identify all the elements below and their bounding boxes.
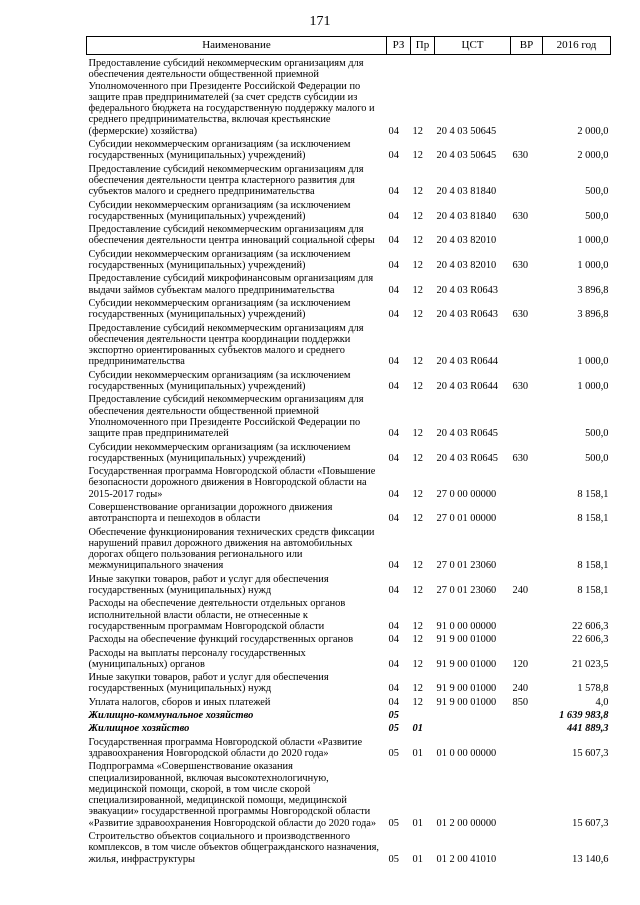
row-vr — [511, 723, 543, 736]
row-amount: 8 158,1 — [577, 560, 609, 572]
header-rz: РЗ — [387, 37, 411, 55]
row-amount: 21 023,5 — [572, 658, 609, 670]
table-row — [87, 442, 611, 467]
table-row — [87, 737, 611, 762]
row-cst: 20 4 03 81840 — [436, 210, 497, 222]
row-pr: 12 — [412, 309, 423, 321]
row-name: Субсидии некоммерческим организациям (за исключением государственных (муниципальных) учреждений) — [88, 369, 351, 393]
row-name: Жилищное хозяйство — [88, 723, 190, 735]
row-pr: 01 — [412, 723, 423, 735]
row-rz: 04 — [388, 620, 399, 632]
row-cst: 01 0 00 00000 — [436, 747, 497, 759]
row-vr — [511, 394, 543, 441]
row-pr: 12 — [412, 634, 423, 646]
row-cst: 20 4 03 82010 — [436, 235, 497, 247]
row-vr — [511, 273, 543, 298]
row-pr: 12 — [412, 186, 423, 198]
row-amount: 15 607,3 — [572, 817, 609, 829]
row-pr: 12 — [412, 560, 423, 572]
row-vr — [511, 224, 543, 249]
table-row — [87, 224, 611, 249]
row-name: Предоставление субсидий некоммерческим организациям для обеспечения деятельности общественной приемной Уполномоченного при Президенте Российской Федерации по защите прав предпринимателей (за счет средств субсидии из федерального бюджета на государственную поддержку малого и среднего предпринимательства, включая крестьянские (фермерские) хозяйства) — [88, 58, 375, 137]
row-name: Уплата налогов, сборов и иных платежей — [88, 696, 271, 708]
table-row — [87, 697, 611, 710]
row-name: Предоставление субсидий некоммерческим организациям для обеспечения деятельности общественной приемной Уполномоченного при Президенте Российской Федерации по защите прав предпринимателей — [88, 394, 364, 440]
row-name: Совершенствование организации дорожного движения автотранспорта и пешеходов в области — [88, 501, 333, 525]
row-pr: 12 — [412, 585, 423, 597]
row-cst: 20 4 03 81840 — [436, 186, 497, 198]
row-amount: 1 639 983,8 — [559, 710, 609, 722]
row-pr: 12 — [412, 381, 423, 393]
table-row — [87, 574, 611, 599]
row-rz: 04 — [388, 150, 399, 162]
table-row — [87, 672, 611, 697]
row-vr — [511, 323, 543, 370]
row-name: Подпрограмма «Совершенствование оказания специализированной, включая высокотехнологичную, медицинской помощи, скорой, в том числе скорой специализированной, медицинской помощи, медицинской эвакуации» государственной программы Новгородской области «Развитие здравоохранения Новгородской области до 2020 года» — [88, 761, 377, 829]
row-cst: 01 2 00 41010 — [436, 853, 497, 865]
table-row — [87, 298, 611, 323]
table-row — [87, 249, 611, 274]
row-cst: 27 0 01 23060 — [436, 560, 497, 572]
row-amount: 1 000,0 — [577, 381, 609, 393]
row-rz: 04 — [388, 210, 399, 222]
row-rz: 04 — [388, 452, 399, 464]
table-row — [87, 761, 611, 831]
row-cst: 91 9 00 01000 — [436, 634, 497, 646]
row-amount: 500,0 — [585, 210, 609, 222]
page-number: 171 — [309, 14, 331, 29]
row-name: Иные закупки товаров, работ и услуг для обеспечения государственных (муниципальных) нужд — [88, 573, 329, 597]
table-row — [87, 394, 611, 441]
row-amount: 4,0 — [595, 696, 609, 708]
row-pr: 12 — [412, 356, 423, 368]
row-pr: 12 — [412, 658, 423, 670]
row-vr — [511, 761, 543, 831]
row-rz: 04 — [388, 488, 399, 500]
row-name: Субсидии некоммерческим организациям (за исключением государственных (муниципальных) учреждений) — [88, 139, 351, 162]
table-row — [87, 502, 611, 527]
row-amount: 1 000,0 — [577, 235, 609, 247]
row-cst: 20 4 03 82010 — [436, 260, 497, 272]
row-cst: 20 4 03 R0643 — [436, 284, 498, 296]
table-row — [87, 831, 611, 867]
row-rz: 04 — [388, 381, 399, 393]
row-rz: 04 — [388, 260, 399, 272]
row-cst: 91 9 00 01000 — [436, 696, 497, 708]
row-name: Субсидии некоммерческим организациям (за исключением государственных (муниципальных) учреждений) — [88, 199, 351, 222]
row-name: Государственная программа Новгородской области «Развитие здравоохранения Новгородской области до 2020 года» — [88, 736, 363, 759]
header-vr: ВР — [511, 37, 543, 55]
row-cst: 20 4 03 R0644 — [436, 381, 498, 393]
row-rz: 04 — [388, 513, 399, 525]
row-amount: 8 158,1 — [577, 585, 609, 597]
header-cst: ЦСТ — [435, 37, 511, 55]
table-body — [87, 55, 611, 867]
row-amount: 13 140,6 — [572, 853, 609, 865]
row-rz: 05 — [388, 747, 399, 759]
row-vr: 240 — [512, 585, 529, 597]
row-amount: 441 889,3 — [566, 723, 609, 735]
row-name: Расходы на обеспечение деятельности отдельных органов исполнительной власти области, не отнесенные к государственным программам Новгородской области — [88, 598, 346, 632]
table-row — [87, 164, 611, 200]
row-cst: 91 9 00 01000 — [436, 658, 497, 670]
row-vr — [511, 527, 543, 574]
row-amount: 2 000,0 — [577, 125, 609, 137]
row-rz: 04 — [388, 560, 399, 572]
row-name: Расходы на обеспечение функций государственных органов — [88, 634, 354, 646]
row-pr: 12 — [412, 260, 423, 272]
row-vr: 630 — [512, 150, 529, 162]
row-cst: 91 0 00 00000 — [436, 620, 497, 632]
row-vr — [511, 55, 543, 140]
row-rz: 04 — [388, 356, 399, 368]
row-vr — [511, 598, 543, 634]
table-row — [87, 323, 611, 370]
row-pr: 12 — [412, 696, 423, 708]
row-rz: 04 — [388, 428, 399, 440]
row-rz: 05 — [388, 723, 399, 735]
row-cst: 20 4 03 R0645 — [436, 452, 498, 464]
table-row — [87, 527, 611, 574]
table-row — [87, 710, 611, 723]
row-amount: 15 607,3 — [572, 747, 609, 759]
row-vr — [511, 634, 543, 647]
row-name: Государственная программа Новгородской области «Повышение безопасности дорожного движения в Новгородской области на 2015-2017 годы» — [88, 466, 376, 500]
row-amount: 500,0 — [585, 186, 609, 198]
row-name: Расходы на выплаты персоналу государственных (муниципальных) органов — [88, 647, 306, 670]
row-cst — [435, 710, 511, 723]
row-pr: 12 — [412, 210, 423, 222]
row-vr — [511, 466, 543, 502]
header-pr: Пр — [411, 37, 435, 55]
row-name: Жилищно-коммунальное хозяйство — [88, 710, 254, 722]
row-amount: 3 896,8 — [577, 284, 609, 296]
table-row — [87, 634, 611, 647]
table-row — [87, 55, 611, 140]
row-rz: 04 — [388, 309, 399, 321]
row-cst: 27 0 01 23060 — [436, 585, 497, 597]
row-vr — [511, 710, 543, 723]
row-amount: 8 158,1 — [577, 513, 609, 525]
row-vr: 630 — [512, 260, 529, 272]
row-name: Строительство объектов социального и производственного комплексов, в том числе объектов общегражданского назначения, жилья, инфраструктуры — [88, 831, 380, 865]
row-pr: 12 — [412, 284, 423, 296]
row-rz: 04 — [388, 658, 399, 670]
row-amount: 3 896,8 — [577, 309, 609, 321]
row-pr: 12 — [412, 235, 423, 247]
row-cst: 91 9 00 01000 — [436, 683, 497, 695]
row-pr — [411, 710, 435, 723]
row-pr: 12 — [412, 513, 423, 525]
row-name: Предоставление субсидий некоммерческим организациям для обеспечения деятельности центра инноваций социальной сферы — [88, 224, 375, 247]
table-row — [87, 139, 611, 164]
row-amount: 8 158,1 — [577, 488, 609, 500]
row-vr — [511, 164, 543, 200]
row-amount: 2 000,0 — [577, 150, 609, 162]
row-cst: 20 4 03 R0643 — [436, 309, 498, 321]
row-rz: 04 — [388, 235, 399, 247]
row-rz: 04 — [388, 683, 399, 695]
row-amount: 1 578,8 — [577, 683, 609, 695]
row-rz: 04 — [388, 125, 399, 137]
row-name: Субсидии некоммерческим организациям (за исключением государственных (муниципальных) учреждений) — [88, 441, 351, 464]
table-row — [87, 598, 611, 634]
row-cst: 20 4 03 R0645 — [436, 428, 498, 440]
row-pr: 01 — [412, 817, 423, 829]
row-pr: 12 — [412, 488, 423, 500]
table-row — [87, 273, 611, 298]
row-pr: 12 — [412, 683, 423, 695]
row-vr: 240 — [512, 683, 529, 695]
row-rz: 05 — [388, 710, 399, 722]
row-rz: 04 — [388, 186, 399, 198]
row-vr: 630 — [512, 452, 529, 464]
row-rz: 04 — [388, 634, 399, 646]
row-name: Предоставление субсидий некоммерческим организациям для обеспечения деятельности центра координации поддержки экспортно ориентированных субъектов малого и среднего предпринимательства — [88, 322, 364, 368]
row-pr: 01 — [412, 853, 423, 865]
row-vr — [511, 502, 543, 527]
row-name: Субсидии некоммерческим организациям (за исключением государственных (муниципальных) учреждений) — [88, 248, 351, 272]
row-rz: 04 — [388, 696, 399, 708]
row-cst: 20 4 03 50645 — [436, 125, 497, 137]
row-cst: 27 0 01 00000 — [436, 513, 497, 525]
table-row — [87, 200, 611, 225]
row-amount: 1 000,0 — [577, 356, 609, 368]
row-cst: 01 2 00 00000 — [436, 817, 497, 829]
row-amount: 500,0 — [585, 428, 609, 440]
row-vr: 850 — [512, 696, 529, 708]
row-name: Иные закупки товаров, работ и услуг для обеспечения государственных (муниципальных) нужд — [88, 672, 329, 695]
row-amount: 22 606,3 — [572, 634, 609, 646]
row-name: Обеспечение функционирования технических средств фиксации нарушений правил дорожного движения на автомобильных дорогах общего пользования регионального или межмуниципального значения — [88, 526, 375, 572]
row-cst: 20 4 03 50645 — [436, 150, 497, 162]
row-cst: 27 0 00 00000 — [436, 488, 497, 500]
row-pr: 12 — [412, 150, 423, 162]
row-name: Предоставление субсидий некоммерческим организациям для обеспечения деятельности центра кластерного развития для субъектов малого и среднего предпринимательства — [88, 163, 364, 198]
table-row — [87, 466, 611, 502]
header-name: Наименование — [87, 37, 387, 55]
row-rz: 04 — [388, 284, 399, 296]
table-header — [87, 37, 611, 55]
row-pr: 12 — [412, 125, 423, 137]
row-amount: 1 000,0 — [577, 260, 609, 272]
row-vr: 630 — [512, 309, 529, 321]
row-rz: 05 — [388, 817, 399, 829]
row-name: Субсидии некоммерческим организациям (за исключением государственных (муниципальных) учреждений) — [88, 297, 351, 321]
row-amount: 22 606,3 — [572, 620, 609, 632]
row-pr: 01 — [412, 747, 423, 759]
row-vr: 630 — [512, 381, 529, 393]
row-cst — [435, 723, 511, 736]
row-amount: 500,0 — [585, 452, 609, 464]
row-vr: 630 — [512, 210, 529, 222]
table-row — [87, 648, 611, 673]
row-vr — [511, 737, 543, 762]
row-pr: 12 — [412, 428, 423, 440]
header-year: 2016 год — [543, 37, 611, 55]
row-rz: 05 — [388, 853, 399, 865]
row-vr — [511, 831, 543, 867]
table-row — [87, 370, 611, 395]
row-pr: 12 — [412, 452, 423, 464]
row-rz: 04 — [388, 585, 399, 597]
row-vr: 120 — [512, 658, 529, 670]
row-pr: 12 — [412, 620, 423, 632]
row-name: Предоставление субсидий микрофинансовым организациям для выдачи займов субъектам малого предпринимательства — [88, 273, 374, 296]
budget-table — [86, 36, 611, 867]
table-row — [87, 723, 611, 736]
row-cst: 20 4 03 R0644 — [436, 356, 498, 368]
